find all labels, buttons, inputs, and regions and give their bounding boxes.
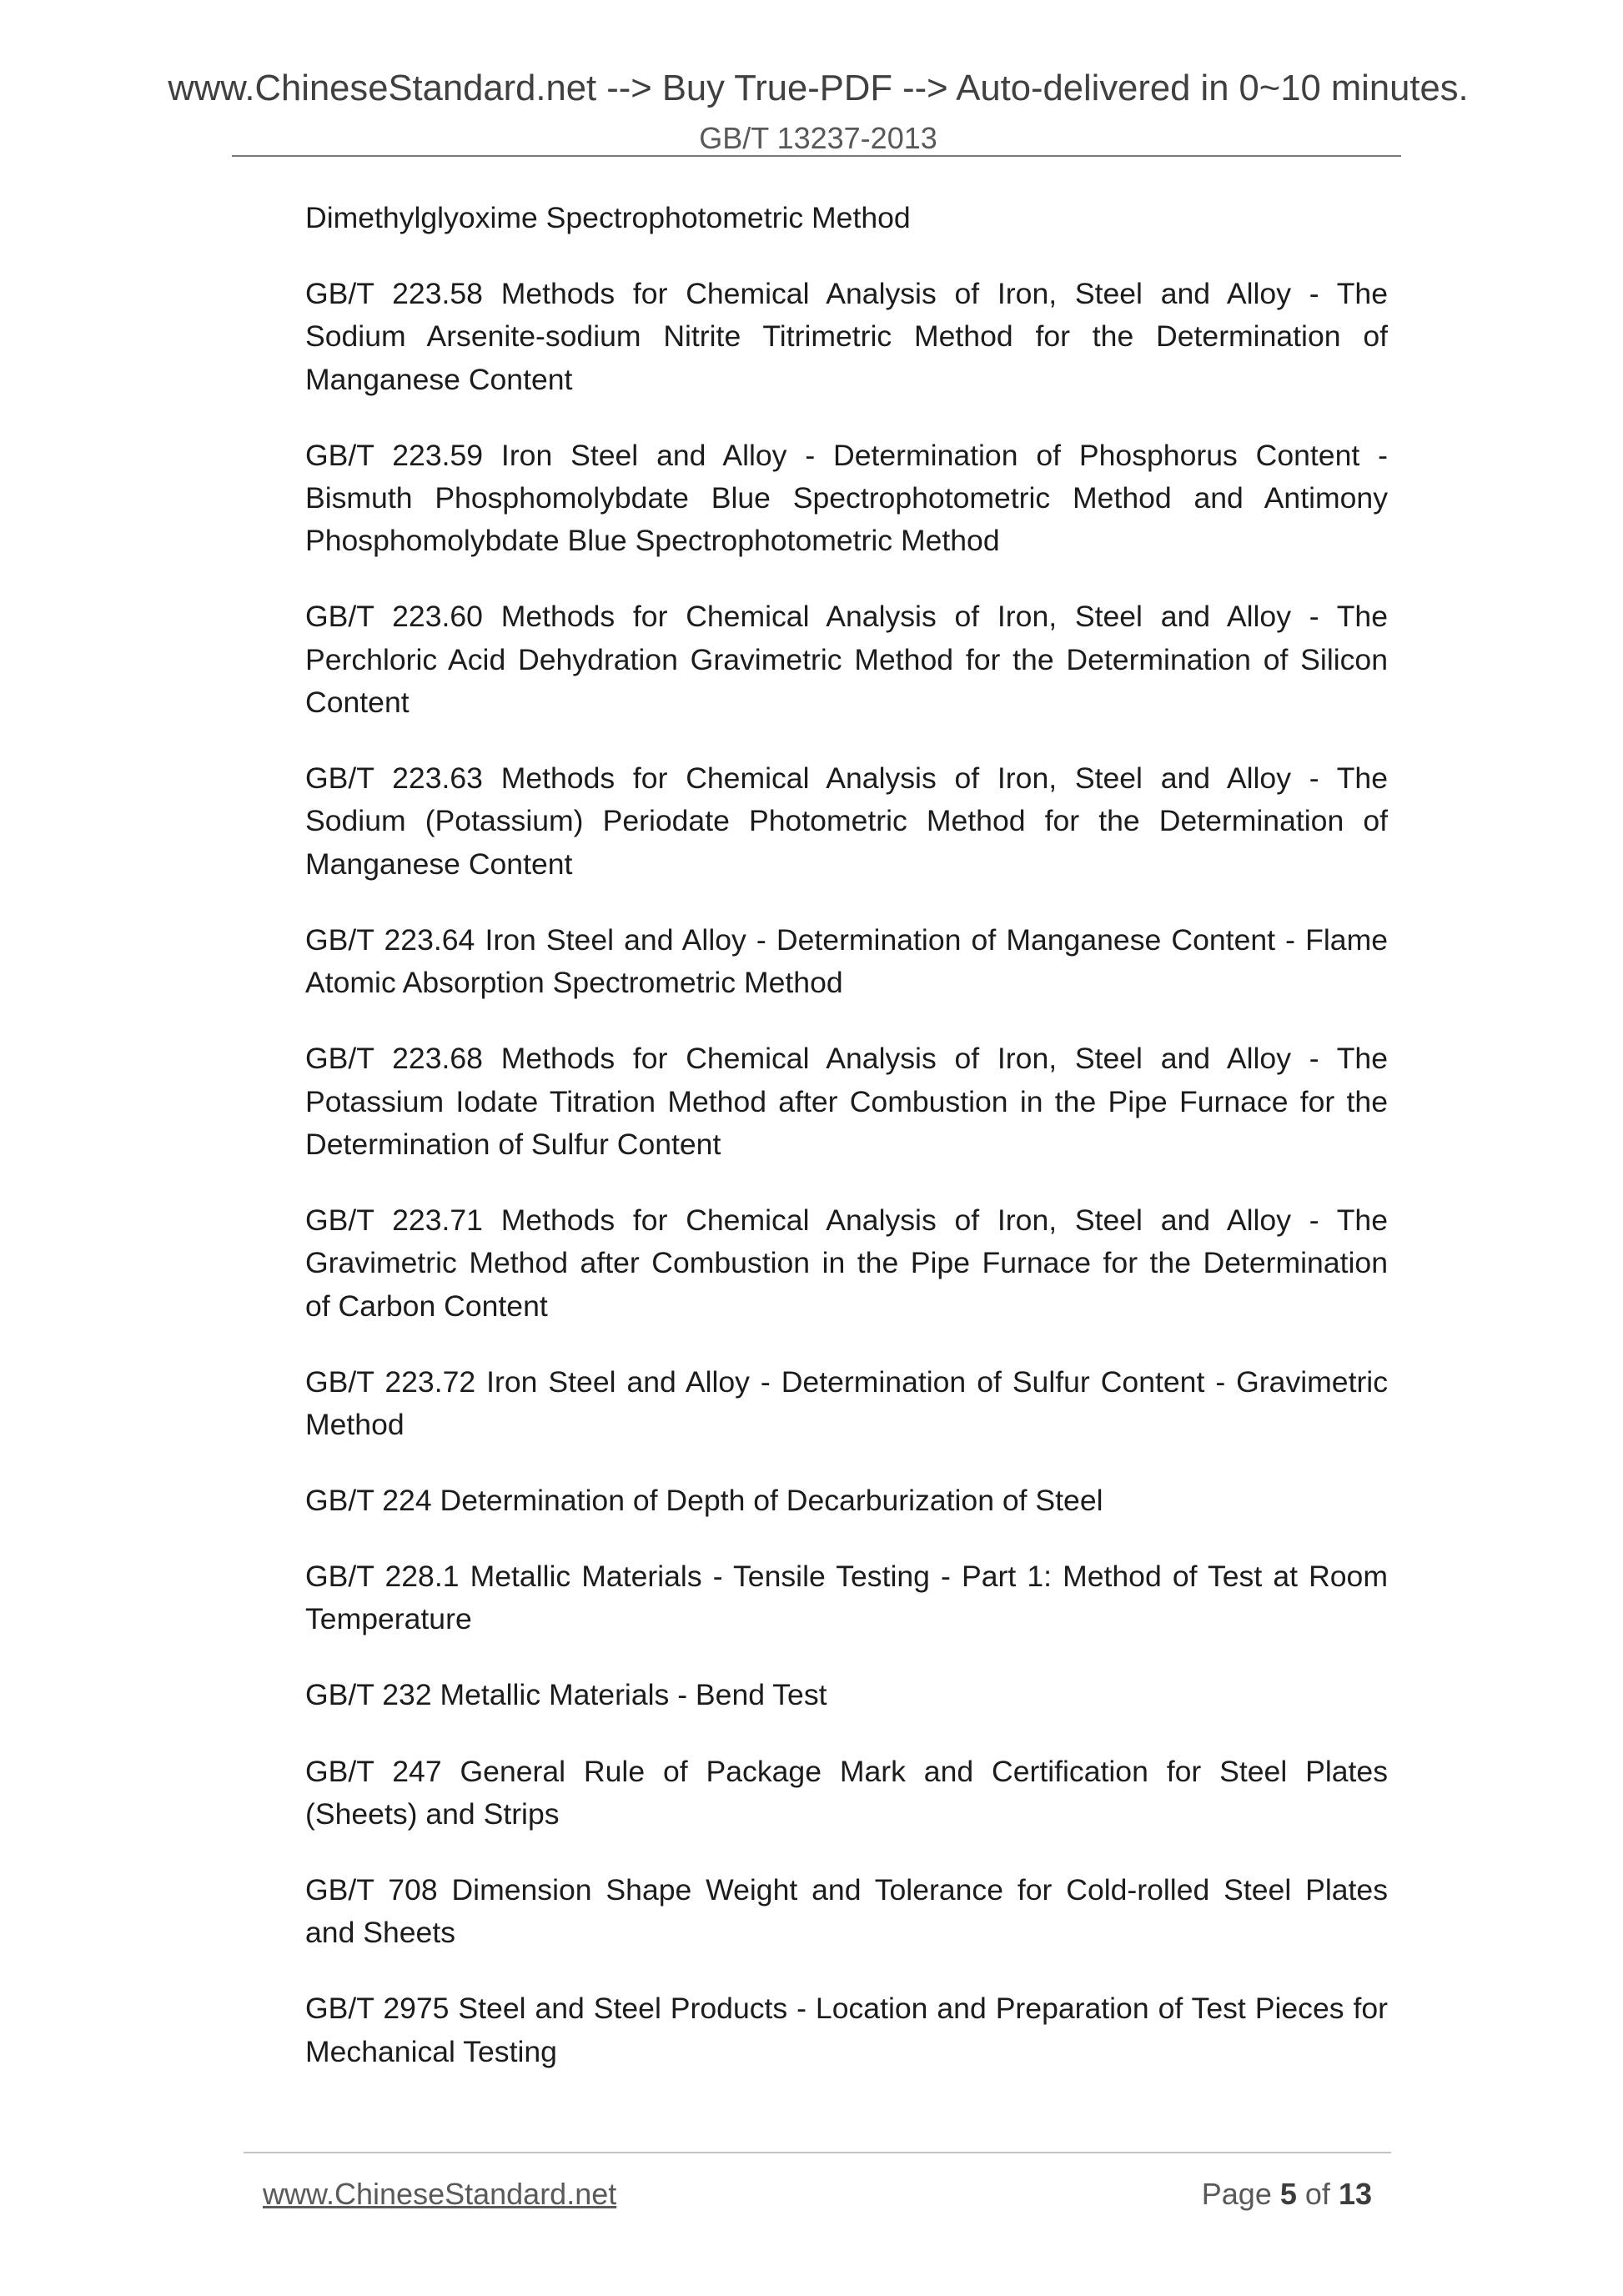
text-line: of Carbon Content xyxy=(305,1289,548,1323)
of-word: of xyxy=(1304,2177,1330,2211)
text-line: Sodium Arsenite-sodium Nitrite Titrimetric Method for the Determination of xyxy=(305,319,1388,354)
text-line: Atomic Absorption Spectrometric Method xyxy=(305,966,843,1000)
site-link[interactable]: www.ChineseStandard.net xyxy=(263,2177,617,2211)
text-line: Potassium Iodate Titration Method after Combustion in the Pipe Furnace for the xyxy=(305,1084,1388,1118)
reference-entry xyxy=(305,1199,1388,1328)
reference-entry xyxy=(305,919,1388,1005)
reference-list xyxy=(305,197,1388,2107)
text-line: GB/T 223.58 Methods for Chemical Analysis of Iron, Steel and Alloy - The xyxy=(305,277,1388,311)
reference-entry xyxy=(305,1555,1388,1641)
reference-entry xyxy=(305,273,1388,401)
text-line: GB/T 223.68 Methods for Chemical Analysis of Iron, Steel and Alloy - The xyxy=(305,1042,1388,1076)
text-line: GB/T 223.71 Methods for Chemical Analysis of Iron, Steel and Alloy - The xyxy=(305,1203,1388,1237)
text-line: Mechanical Testing xyxy=(305,2034,557,2068)
reference-entry xyxy=(305,1480,1388,1522)
text-line: Manganese Content xyxy=(305,362,573,396)
text-line: GB/T 247 General Rule of Package Mark and Certification for Steel Plates xyxy=(305,1754,1388,1788)
promo-banner: www.ChineseStandard.net --> Buy True-PDF --> Auto-delivered in 0~10 minutes. xyxy=(168,68,1469,108)
reference-entry xyxy=(305,1361,1388,1447)
text-line: and Sheets xyxy=(305,1916,456,1950)
text-line: Dimethylglyoxime Spectrophotometric Method xyxy=(305,201,911,234)
text-line: GB/T 232 Metallic Materials - Bend Test xyxy=(305,1678,827,1712)
text-line: Bismuth Phosphomolybdate Blue Spectrophotometric Method and Antimony xyxy=(305,481,1388,515)
text-line: GB/T 223.72 Iron Steel and Alloy - Determination of Sulfur Content - Gravimetric xyxy=(305,1364,1388,1399)
reference-entry xyxy=(305,1674,1388,1716)
text-line: Gravimetric Method after Combustion in the Pipe Furnace for the Determination xyxy=(305,1246,1388,1280)
reference-entry xyxy=(305,1987,1388,2073)
text-line: GB/T 2975 Steel and Steel Products - Location and Preparation of Test Pieces for xyxy=(305,1992,1388,2026)
current-page-number: 5 xyxy=(1279,2177,1297,2211)
reference-entry xyxy=(305,757,1388,886)
text-line: Determination of Sulfur Content xyxy=(305,1127,721,1161)
text-line: GB/T 223.63 Methods for Chemical Analysis of Iron, Steel and Alloy - The xyxy=(305,761,1388,796)
page-indicator xyxy=(1202,2176,1372,2212)
reference-entry xyxy=(305,1869,1388,1955)
text-line: GB/T 708 Dimension Shape Weight and Tolerance for Cold-rolled Steel Plates xyxy=(305,1872,1388,1907)
text-line: Content xyxy=(305,686,410,720)
text-line: GB/T 223.64 Iron Steel and Alloy - Determination of Manganese Content - Flame xyxy=(305,922,1388,957)
reference-entry xyxy=(305,595,1388,724)
text-line: Perchloric Acid Dehydration Gravimetric Method for the Determination of Silicon xyxy=(305,642,1388,676)
text-line: GB/T 223.59 Iron Steel and Alloy - Determination of Phosphorus Content - xyxy=(305,438,1388,472)
footer-rule xyxy=(244,2152,1391,2153)
page-word: Page xyxy=(1201,2177,1272,2211)
text-line: GB/T 228.1 Metallic Materials - Tensile Testing - Part 1: Method of Test at Room xyxy=(305,1560,1388,1594)
reference-entry xyxy=(305,1751,1388,1836)
reference-entry xyxy=(305,197,1388,239)
text-line: Sodium (Potassium) Periodate Photometric Method for the Determination of xyxy=(305,804,1388,838)
total-pages-number: 13 xyxy=(1338,2177,1372,2211)
text-line: (Sheets) and Strips xyxy=(305,1796,560,1831)
standard-number: GB/T 13237-2013 xyxy=(699,121,937,155)
reference-entry xyxy=(305,435,1388,563)
text-line: Manganese Content xyxy=(305,847,573,881)
reference-entry xyxy=(305,1037,1388,1166)
text-line: Temperature xyxy=(305,1602,472,1636)
text-line: Phosphomolybdate Blue Spectrophotometric Method xyxy=(305,524,1000,558)
text-line: GB/T 223.60 Methods for Chemical Analysis of Iron, Steel and Alloy - The xyxy=(305,600,1388,634)
text-line: Method xyxy=(305,1407,404,1441)
header-rule xyxy=(232,155,1401,157)
text-line: GB/T 224 Determination of Depth of Decarburization of Steel xyxy=(305,1484,1103,1517)
